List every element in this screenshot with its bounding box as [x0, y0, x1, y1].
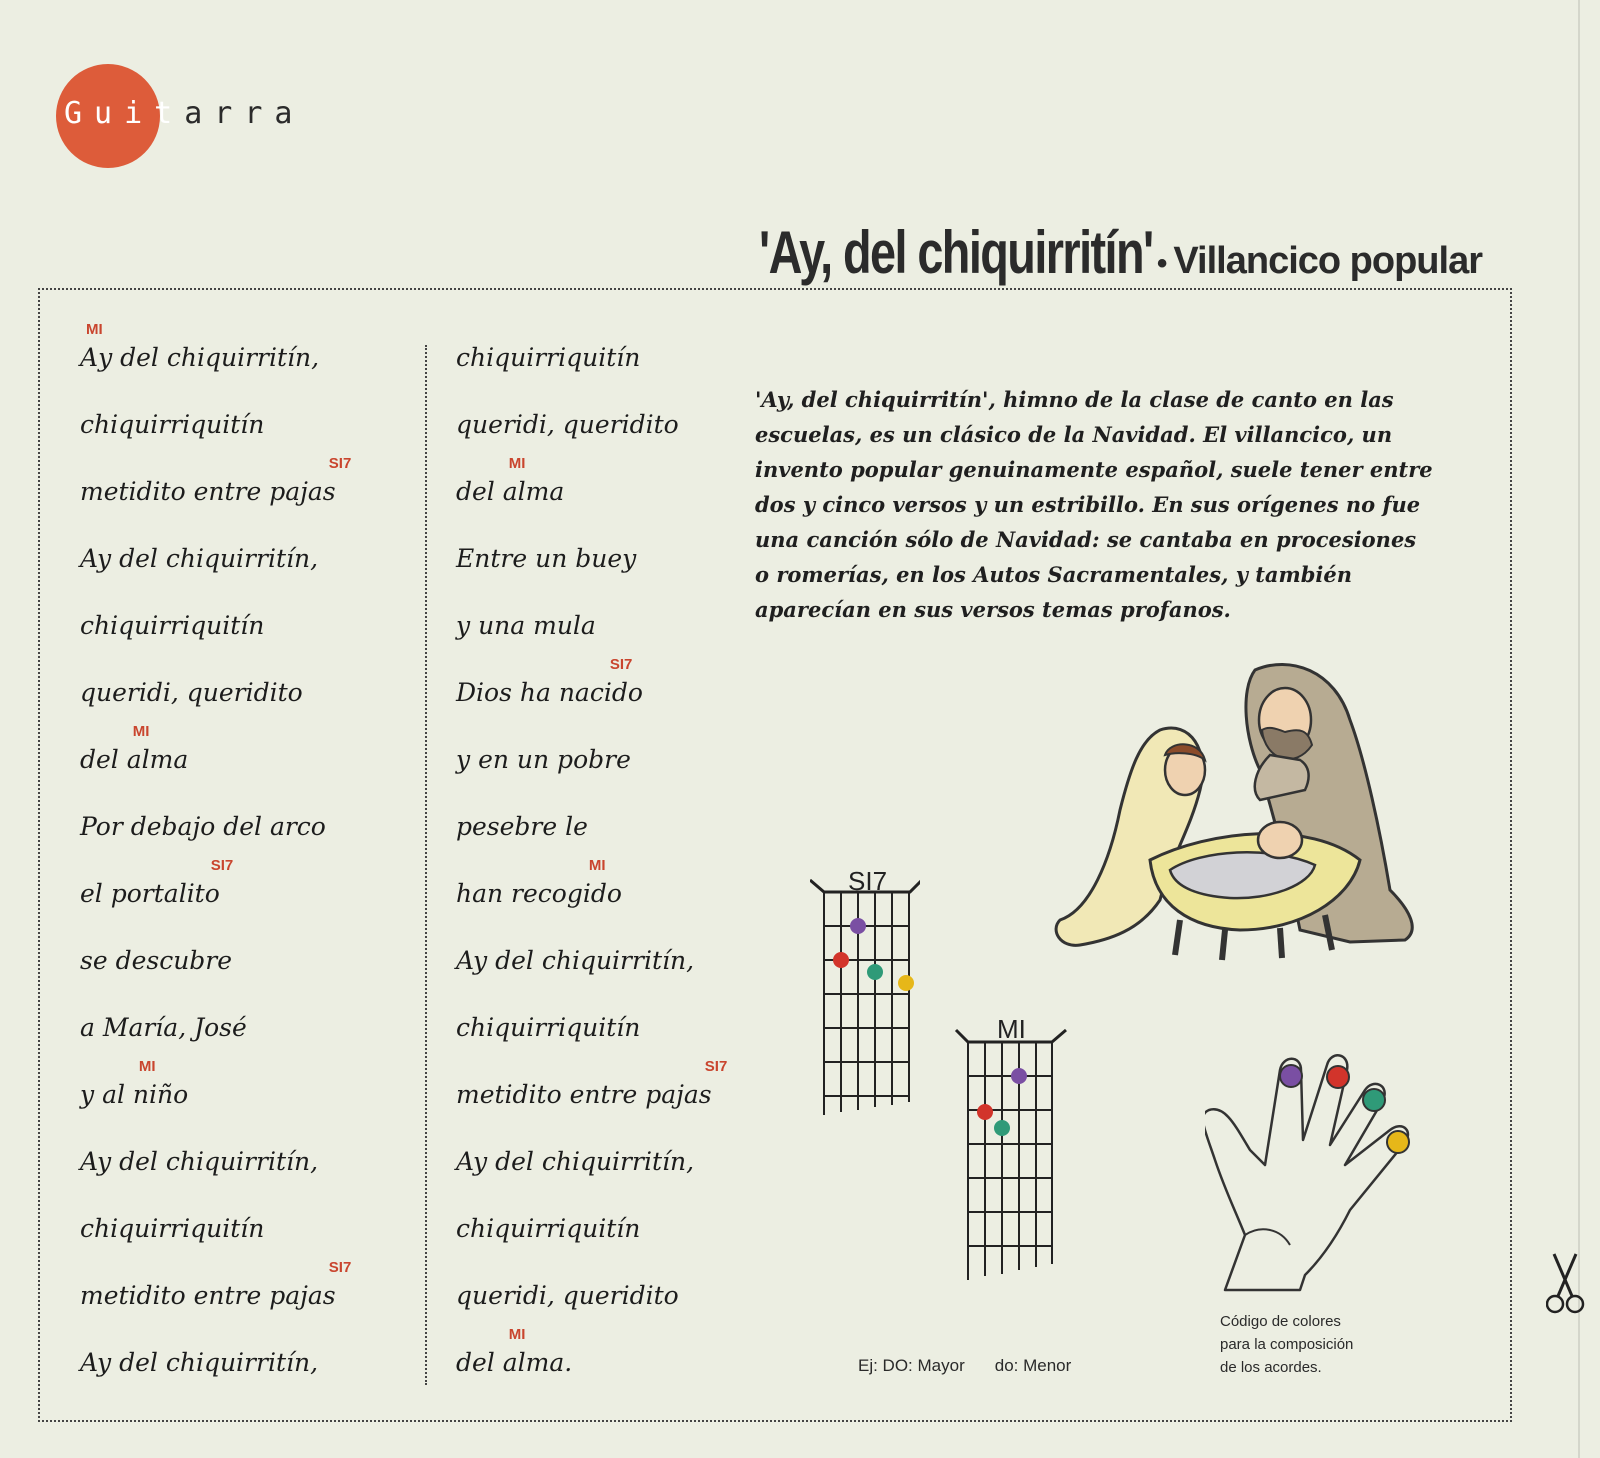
legend-major: Ej: DO: Mayor	[858, 1356, 965, 1375]
lyric-text: Ay del chiquirritín,	[456, 1147, 695, 1176]
chord-marker-mi: MI a	[127, 732, 142, 788]
column-divider	[425, 345, 427, 1385]
chord-marker-mi: MI a	[503, 1335, 518, 1391]
lyric-text: del	[456, 477, 503, 506]
lyric-text: del	[80, 745, 127, 774]
lyric-line	[456, 866, 796, 933]
finger-dot-purple	[1280, 1065, 1302, 1087]
lyric-line	[456, 1268, 796, 1335]
finger-dot-green	[867, 964, 883, 980]
lyric-text: metidito entre paja	[80, 1281, 323, 1310]
section-label-rest: arra	[184, 96, 305, 131]
lyric-text: chiquirriquitín	[80, 1214, 265, 1243]
finger-dot-yellow	[1387, 1131, 1409, 1153]
chord-marker-si7: SI7 s	[699, 1067, 712, 1123]
song-title	[648, 218, 1482, 287]
lyric-line	[456, 531, 796, 598]
lyric-line	[456, 933, 796, 1000]
footnote-line: de los acordes.	[1220, 1359, 1322, 1376]
lyric-line	[80, 866, 420, 933]
lyric-line	[456, 1201, 796, 1268]
chord-marker-si7: SI7 o	[205, 866, 220, 922]
lyric-line	[80, 799, 420, 866]
lyric-text: Dios ha nac	[456, 678, 604, 707]
lyric-line	[80, 598, 420, 665]
chord-legend	[858, 1356, 1071, 1376]
lyric-line	[456, 1000, 796, 1067]
lyric-line	[80, 933, 420, 1000]
hand-icon	[1205, 1050, 1435, 1300]
finger-dot-red	[977, 1104, 993, 1120]
finger-dot-purple	[850, 918, 866, 934]
lyric-line	[80, 1201, 420, 1268]
finger-dot-green	[1363, 1089, 1385, 1111]
lyric-line	[456, 665, 796, 732]
lyric-text: Ay del chiquirritín,	[80, 1147, 319, 1176]
lyric-text: pesebre le	[456, 812, 588, 841]
lyric-text: Ay del chiquirritín,	[80, 544, 319, 573]
lyric-line	[456, 732, 796, 799]
lyric-text: do	[611, 678, 643, 707]
lyric-text: iño	[149, 1080, 189, 1109]
lyric-line	[456, 799, 796, 866]
lyric-line	[80, 1000, 420, 1067]
lyric-line	[80, 1067, 420, 1134]
lyric-text: chiquirriquitín	[80, 611, 265, 640]
lyric-text: queridi, queridito	[456, 1281, 679, 1310]
chord-marker-si7: SI7 s	[323, 1268, 336, 1324]
lyric-text: lma.	[517, 1348, 573, 1377]
lyric-line	[80, 665, 420, 732]
lyrics-column-1	[80, 330, 420, 1402]
lyric-text: lma	[517, 477, 565, 506]
lyric-line	[80, 397, 420, 464]
lyric-text: chiquirriquitín	[456, 343, 641, 372]
lyric-text: chiquirriquitín	[456, 1013, 641, 1042]
lyric-line	[80, 464, 420, 531]
lyric-text: el portalit	[80, 879, 205, 908]
chord-marker-mi: MI a	[503, 464, 518, 520]
finger-dot-green	[994, 1120, 1010, 1136]
lyric-line	[456, 397, 796, 464]
lyric-text: Entre un buey	[456, 544, 637, 573]
chord-diagram-mi-name: MI	[997, 1018, 1026, 1044]
lyric-line	[80, 1335, 420, 1402]
lyric-line	[80, 1268, 420, 1335]
chord-diagram-si7-name: SI7	[848, 870, 888, 896]
lyric-text: y en un pobre	[456, 745, 631, 774]
lyric-text: y una mula	[456, 611, 596, 640]
lyric-text: metidito entre paja	[80, 477, 323, 506]
chord-marker-si7: SI7 s	[323, 464, 336, 520]
finger-dot-purple	[1011, 1068, 1027, 1084]
title-separator: •	[1156, 247, 1168, 280]
lyric-line	[80, 1134, 420, 1201]
lyric-text: Ay del chiquirritín,	[456, 946, 695, 975]
lyric-text: lma	[141, 745, 189, 774]
lyrics-column-2	[456, 330, 796, 1402]
lyric-line	[80, 732, 420, 799]
footnote-line: para la composición	[1220, 1336, 1354, 1353]
lyric-text: do	[590, 879, 622, 908]
chord-marker-si7: SI7 i	[604, 665, 612, 721]
legend-minor: do: Menor	[994, 1356, 1072, 1375]
lyric-text: metidito entre paja	[456, 1080, 699, 1109]
lyric-line	[80, 330, 420, 397]
chord-diagram-si7	[810, 870, 920, 1130]
finger-dot-yellow	[898, 975, 914, 991]
chord-marker-mi: MI n	[133, 1067, 149, 1123]
song-title-main: 'Ay, del chiquirritín'	[759, 219, 1153, 286]
section-label-badge-part: Guit	[64, 96, 185, 131]
lyric-text: se descubre	[80, 946, 233, 975]
lyric-text: a María, José	[80, 1013, 247, 1042]
scissors-icon	[1546, 1252, 1586, 1316]
lyric-line	[456, 464, 796, 531]
finger-dot-red	[1327, 1066, 1349, 1088]
lyric-text: han recog	[456, 879, 583, 908]
lyric-text: del	[456, 1348, 503, 1377]
chord-marker-mi: MI i	[583, 866, 591, 922]
page-edge	[1578, 0, 1580, 1458]
footnote-line: Código de colores	[1220, 1313, 1341, 1330]
lyric-text: y del chiquirritín,	[98, 343, 320, 372]
chord-diagram-mi	[952, 1018, 1072, 1288]
lyric-text: queridi, queridito	[456, 410, 679, 439]
lyric-text: chiquirriquitín	[456, 1214, 641, 1243]
lyric-line	[456, 1134, 796, 1201]
lyric-line	[456, 330, 796, 397]
song-description: 'Ay, del chiquirritín', himno de la clase de canto en las escuelas, es un clásico de la Navidad. El villancico, un invento popular genuinamente español, suele tener entre dos y cinco versos y un estribillo. En sus orígenes no fue una canción sólo de Navidad: se cantaba en procesiones o romerías, en los Autos Sacramentales, y también aparecían en sus versos temas profanos.	[755, 387, 1433, 622]
lyric-text: Ay del chiquirritín,	[80, 1348, 319, 1377]
song-subtitle: Villancico popular	[1173, 240, 1482, 282]
lyric-line	[456, 1335, 796, 1402]
lyric-text: y al	[80, 1080, 133, 1109]
color-code-footnote	[1220, 1310, 1420, 1379]
nativity-illustration	[1050, 660, 1430, 980]
lyric-text: queridi, queridito	[80, 678, 303, 707]
section-label	[64, 96, 305, 131]
lyric-line	[80, 531, 420, 598]
lyric-line	[456, 1067, 796, 1134]
finger-dot-red	[833, 952, 849, 968]
lyric-text: Por debajo del arco	[80, 812, 326, 841]
chord-marker-mi: MI A	[80, 330, 98, 386]
lyric-text: chiquirriquitín	[80, 410, 265, 439]
